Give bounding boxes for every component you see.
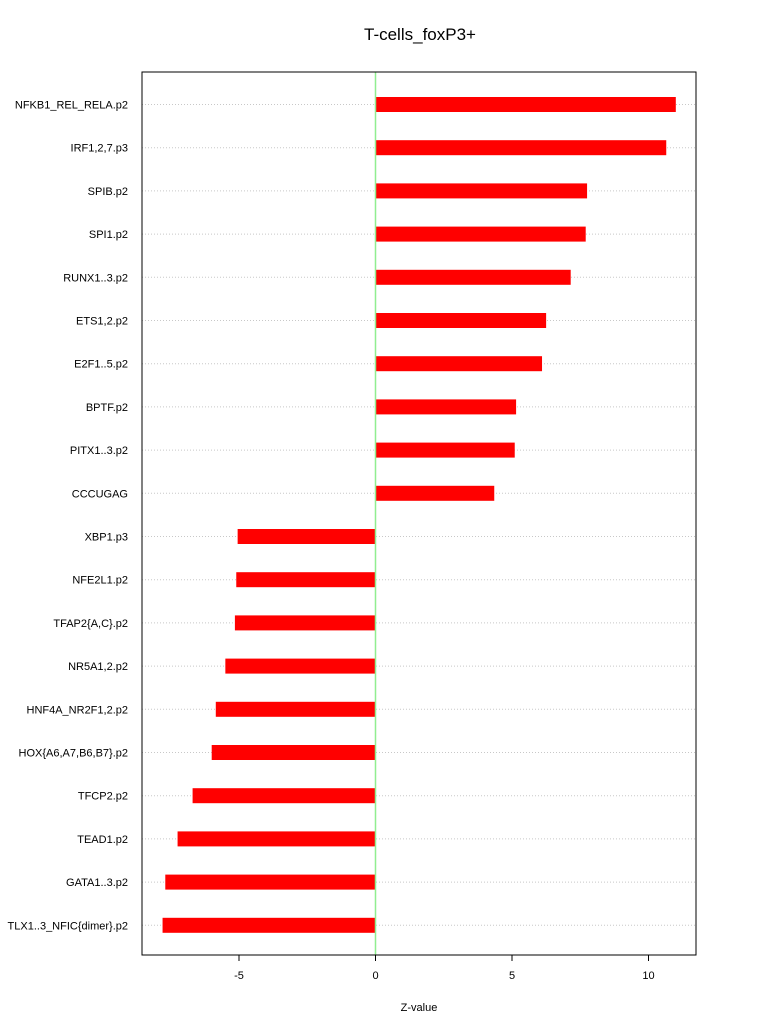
bar [376, 486, 495, 501]
category-label: NR5A1,2.p2 [68, 661, 128, 674]
category-label: TFAP2{A,C}.p2 [53, 617, 128, 630]
category-label: XBP1.p3 [84, 531, 128, 544]
category-label: NFKB1_REL_RELA.p2 [14, 99, 128, 112]
x-tick-label: 5 [508, 970, 516, 982]
bar [376, 97, 676, 112]
category-label: IRF1,2,7.p3 [70, 142, 128, 155]
bar [212, 745, 376, 760]
category-label: BPTF.p2 [85, 401, 128, 414]
x-tick-label: -5 [234, 970, 244, 982]
bar [376, 183, 588, 198]
bar [193, 788, 376, 803]
bars [163, 97, 676, 933]
category-label: TEAD1.p2 [77, 833, 128, 846]
bar [163, 918, 376, 933]
category-label: RUNX1..3.p2 [63, 272, 128, 285]
bar [376, 270, 571, 285]
bar [376, 443, 515, 458]
bar [216, 702, 376, 717]
bar [376, 399, 517, 414]
x-tick-label: 0 [372, 970, 379, 982]
x-axis-label: Z-value [400, 1002, 438, 1014]
bar [178, 831, 376, 846]
category-label: SPI1.p2 [88, 229, 128, 242]
bar [225, 659, 375, 674]
category-label: TLX1..3_NFIC{dimer}.p2 [7, 920, 128, 933]
plot-area-border [142, 72, 696, 955]
bar [376, 356, 543, 371]
category-label: GATA1..3.p2 [66, 877, 128, 890]
bar [376, 140, 667, 155]
category-label: PITX1..3.p2 [69, 445, 128, 458]
category-label: HNF4A_NR2F1,2.p2 [26, 704, 128, 717]
category-label: CCCUGAG [71, 488, 128, 501]
category-label: TFCP2.p2 [77, 790, 128, 803]
bar [165, 875, 375, 890]
x-axis [234, 955, 655, 982]
bar [238, 529, 376, 544]
category-label: ETS1,2.p2 [76, 315, 128, 328]
category-labels [8, 100, 128, 933]
bar [376, 313, 547, 328]
bar [235, 615, 376, 630]
category-label: E2F1..5.p2 [74, 358, 128, 371]
bar [236, 572, 375, 587]
x-tick-label: 10 [642, 970, 655, 982]
category-label: NFE2L1.p2 [72, 574, 128, 587]
category-label: HOX{A6,A7,B6,B7}.p2 [18, 747, 128, 760]
chart-title: T-cells_foxP3+ [364, 25, 476, 44]
category-label: SPIB.p2 [87, 185, 128, 198]
bar [376, 227, 586, 242]
